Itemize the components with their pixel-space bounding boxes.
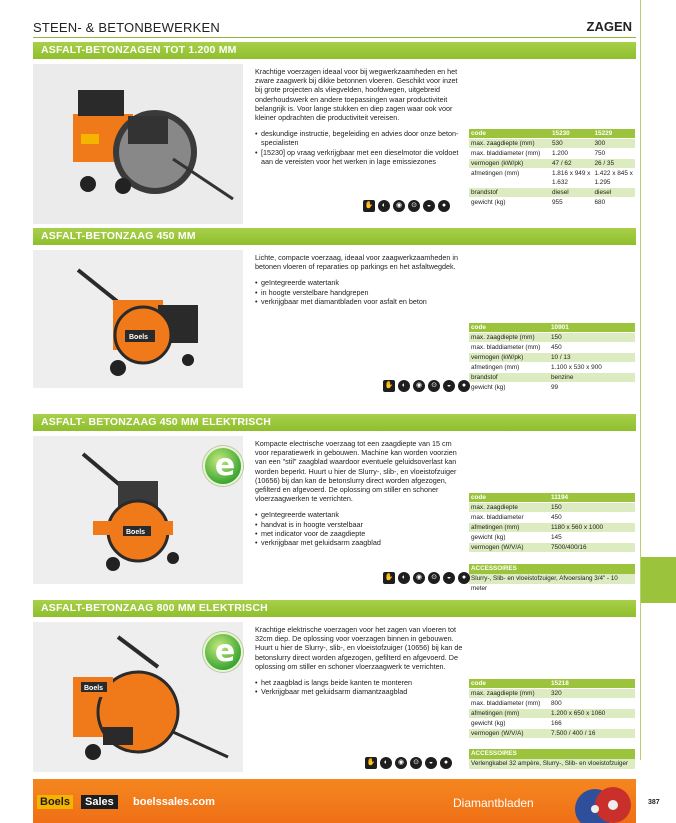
spec-label: afmetingen (mm) [469, 169, 550, 188]
footer-bar [33, 779, 636, 823]
accessories-box [469, 564, 635, 592]
floor-saw-illustration [33, 250, 243, 388]
feature-item: • in hoogte verstelbare handgrepen [255, 288, 465, 297]
product-section [33, 42, 636, 222]
chapter-tab [641, 557, 676, 603]
accessories-text: Verlengkabel 32 ampère, Slurry-, Slib- en vloeistofzuiger [469, 759, 635, 769]
spec-table [469, 129, 635, 208]
product-title: ASFALT-BETONZAAG 450 MM [33, 228, 636, 245]
spec-value: 10 / 13 [549, 353, 635, 363]
spec-code: 15218 [549, 679, 635, 689]
blade-icon: ◐ [398, 380, 410, 392]
spec-value: 1180 x 560 x 1000 [549, 523, 635, 533]
accessories-title: ACCESSOIRES [469, 564, 635, 574]
spec-code: 15230 [550, 129, 593, 139]
spec-header-label: code [469, 493, 549, 503]
feature-list [255, 678, 465, 696]
spec-value: benzine [549, 373, 635, 383]
electric-badge [203, 446, 243, 486]
spec-value: 1.200 x 650 x 1060 [549, 709, 635, 719]
spec-label: max. bladdiameter [469, 513, 549, 523]
spec-code: 11194 [549, 493, 635, 503]
spec-label: vermogen (kW/pk) [469, 159, 550, 169]
hand-icon: ✋ [383, 380, 395, 392]
footer-section-label: Diamantbladen [453, 796, 534, 810]
spec-label: gewicht (kg) [469, 533, 549, 543]
feature-item: • Verkrijgbaar met geluidsarm diamantzaagblad [255, 687, 465, 696]
hearing-protection-icon: ◉ [395, 757, 407, 769]
hearing-protection-icon: ◉ [413, 572, 425, 584]
spec-value: 1.100 x 530 x 900 [549, 363, 635, 373]
spec-table [469, 493, 635, 553]
spec-table [469, 323, 635, 393]
spec-label: gewicht (kg) [469, 198, 550, 208]
spec-value: 1.200 [550, 149, 593, 159]
helmet-icon: ◒ [425, 757, 437, 769]
feature-item: • handvat is in hoogte verstelbaar [255, 520, 465, 529]
blade-icon: ◐ [380, 757, 392, 769]
spec-value: 320 [549, 689, 635, 699]
accessories-box [469, 749, 635, 769]
spec-label: vermogen (kW/pk) [469, 353, 549, 363]
spec-value: 800 [549, 699, 635, 709]
spec-label: brandstof [469, 373, 549, 383]
spec-value: diesel [592, 188, 635, 198]
product-description [255, 67, 465, 166]
helmet-icon: ◒ [443, 572, 455, 584]
spec-value: 1.422 x 845 x 1.295 [592, 169, 635, 188]
product-description [255, 253, 465, 306]
sales-logo: Sales [81, 795, 118, 809]
safety-glasses-icon: ⊙ [410, 757, 422, 769]
feature-item: • verkrijgbaar met diamantbladen voor asfalt en beton [255, 297, 465, 306]
product-image [33, 250, 243, 388]
footer-url[interactable]: boelssales.com [133, 796, 215, 808]
feature-list [255, 510, 465, 547]
feature-item: • verkrijgbaar met geluidsarm zaagblad [255, 538, 465, 547]
feature-item: • geïntegreerde watertank [255, 278, 465, 287]
diamond-blade-icon [573, 781, 633, 823]
spec-label: max. zaagdiepte (mm) [469, 689, 549, 699]
spec-value: 166 [549, 719, 635, 729]
product-description [255, 439, 465, 547]
feature-item: • geïntegreerde watertank [255, 510, 465, 519]
description-text: Kompacte electrische voerzaag tot een zaagdiepte van 15 cm voor reparatiewerk in gebouwen. Machine kan worden voorzien van een "stil" zaagblad waardoor eventuele geluidsoverlast kan worden beperkt. Huurt u hier de Slurry-, slib-, en vloeistofzuiger (10656) bij dan kan de betonslurry direct worden afgezogen, gefilterd en afgevoerd. De oplossing om stiller en schoner vloerzaagwerken te verrichten. [255, 439, 457, 504]
product-title: ASFALT- BETONZAAG 450 MM ELEKTRISCH [33, 414, 636, 431]
spec-value: 450 [549, 343, 635, 353]
spec-value: 530 [550, 139, 593, 149]
gloves-icon: ● [440, 757, 452, 769]
spec-value: 300 [592, 139, 635, 149]
spec-header-label: code [469, 323, 549, 333]
hand-icon: ✋ [363, 200, 375, 212]
svg-text:Boels: Boels [129, 334, 149, 341]
spec-label: vermogen (W/V/A) [469, 729, 549, 739]
spec-label: max. bladdiameter (mm) [469, 343, 549, 353]
feature-item: • met indicator voor de zaagdiepte [255, 529, 465, 538]
spec-label: gewicht (kg) [469, 719, 549, 729]
feature-list [255, 278, 465, 306]
feature-item: • deskundige instructie, begeleiding en advies door onze beton-specialisten [255, 129, 465, 147]
spec-label: brandstof [469, 188, 550, 198]
spec-value: 680 [592, 198, 635, 208]
gloves-icon: ● [458, 380, 470, 392]
hand-icon: ✋ [383, 572, 395, 584]
spec-value: 26 / 35 [592, 159, 635, 169]
safety-icons [383, 380, 470, 392]
accessories-text: Slurry-, Slib- en vloeistofzuiger, Afvoerslang 3/4" - 10 meter [469, 574, 635, 584]
spec-value: 750 [592, 149, 635, 159]
category-title: STEEN- & BETONBEWERKEN [33, 20, 220, 35]
spec-label: max. bladdiameter (mm) [469, 699, 549, 709]
spec-value: 150 [549, 503, 635, 513]
header-divider [33, 37, 636, 38]
description-text: Krachtige elektrische voerzagen voor het zagen van vloeren tot 32cm diep. De oplossing voor voerzagen binnen in gebouwen. Huurt u hier de Slurry-, slib-, en vloeistofzuiger (10656) bij kan de betonslurry direct worden afgezogen, gefilterd en afgevoerd. De oplossing om stiller en schoner vloerzaagwerk te verrichten. [255, 625, 463, 671]
feature-item: • het zaagblad is langs beide kanten te monteren [255, 678, 465, 687]
feature-list [255, 129, 465, 166]
safety-glasses-icon: ⊙ [408, 200, 420, 212]
feature-item: • [15230] op vraag verkrijgbaar met een dieselmotor die voldoet aan de vereisten voor het werken in lage emissiezones [255, 148, 465, 166]
hearing-protection-icon: ◉ [393, 200, 405, 212]
spec-label: max. zaagdiepte (mm) [469, 139, 550, 149]
floor-saw-illustration [33, 64, 243, 224]
spec-value: 1.816 x 949 x 1.632 [550, 169, 593, 188]
spec-header-label: code [469, 679, 549, 689]
spec-label: vermogen (W/V/A) [469, 543, 549, 553]
safety-icons [363, 200, 450, 212]
spec-value: 7.500 / 400 / 16 [549, 729, 635, 739]
svg-text:Boels: Boels [126, 529, 146, 536]
hand-icon: ✋ [365, 757, 377, 769]
product-title: ASFALT-BETONZAGEN TOT 1.200 MM [33, 42, 636, 59]
safety-icons [383, 572, 470, 584]
spec-label: afmetingen (mm) [469, 709, 549, 719]
description-text: Krachtige voerzagen ideaal voor bij wegwerkzaamheden en het zware zaagwerk bij dikke betonnen vloeren. Geschikt voor inzet bij grote projecten als vliegvelden, hoofdwegen, uitgebreid onderhoudswerk en andere toepassingen waar productiviteit belangrijk is. Voor lange stukken en diep zagen waar ook voor kleiner opdrachten die productiviteit vereisen. [255, 67, 458, 123]
accessories-title: ACCESSOIRES [469, 749, 635, 759]
spec-label: afmetingen (mm) [469, 523, 549, 533]
product-image [33, 64, 243, 224]
gloves-icon: ● [458, 572, 470, 584]
helmet-icon: ◒ [423, 200, 435, 212]
spec-code: 10901 [549, 323, 635, 333]
electric-badge [203, 632, 243, 672]
safety-glasses-icon: ⊙ [428, 572, 440, 584]
electric-badge-label: e [214, 634, 236, 669]
spec-value: diesel [550, 188, 593, 198]
spec-value: 450 [549, 513, 635, 523]
svg-text:Boels: Boels [84, 685, 104, 692]
boels-logo: Boels [37, 795, 73, 809]
product-title: ASFALT-BETONZAAG 800 MM ELEKTRISCH [33, 600, 636, 617]
spec-label: afmetingen (mm) [469, 363, 549, 373]
spec-label: max. zaagdiepte [469, 503, 549, 513]
spec-value: 7500/400/16 [549, 543, 635, 553]
spec-header-label: code [469, 129, 550, 139]
spec-value: 99 [549, 383, 635, 393]
spec-value: 955 [550, 198, 593, 208]
hearing-protection-icon: ◉ [413, 380, 425, 392]
spec-value: 150 [549, 333, 635, 343]
section-title: ZAGEN [586, 19, 632, 34]
product-section [33, 414, 636, 592]
spec-table [469, 679, 635, 739]
electric-badge-label: e [214, 448, 236, 483]
spec-code: 15229 [592, 129, 635, 139]
description-text: Lichte, compacte voerzaag, ideaal voor zaagwerkzaamheden in betonen vloeren of reparaties op parkings en het asfaltwegdek. [255, 253, 458, 272]
blade-icon: ◐ [378, 200, 390, 212]
safety-glasses-icon: ⊙ [428, 380, 440, 392]
product-section [33, 228, 636, 408]
helmet-icon: ◒ [443, 380, 455, 392]
product-section [33, 600, 636, 775]
spec-label: max. bladdiameter (mm) [469, 149, 550, 159]
safety-icons [365, 757, 452, 769]
spec-value: 145 [549, 533, 635, 543]
gloves-icon: ● [438, 200, 450, 212]
spec-label: gewicht (kg) [469, 383, 549, 393]
product-description [255, 625, 465, 696]
page-margin-line [640, 0, 641, 760]
page-number: 387 [648, 799, 660, 806]
spec-label: max. zaagdiepte (mm) [469, 333, 549, 343]
blade-icon: ◐ [398, 572, 410, 584]
spec-value: 47 / 62 [550, 159, 593, 169]
